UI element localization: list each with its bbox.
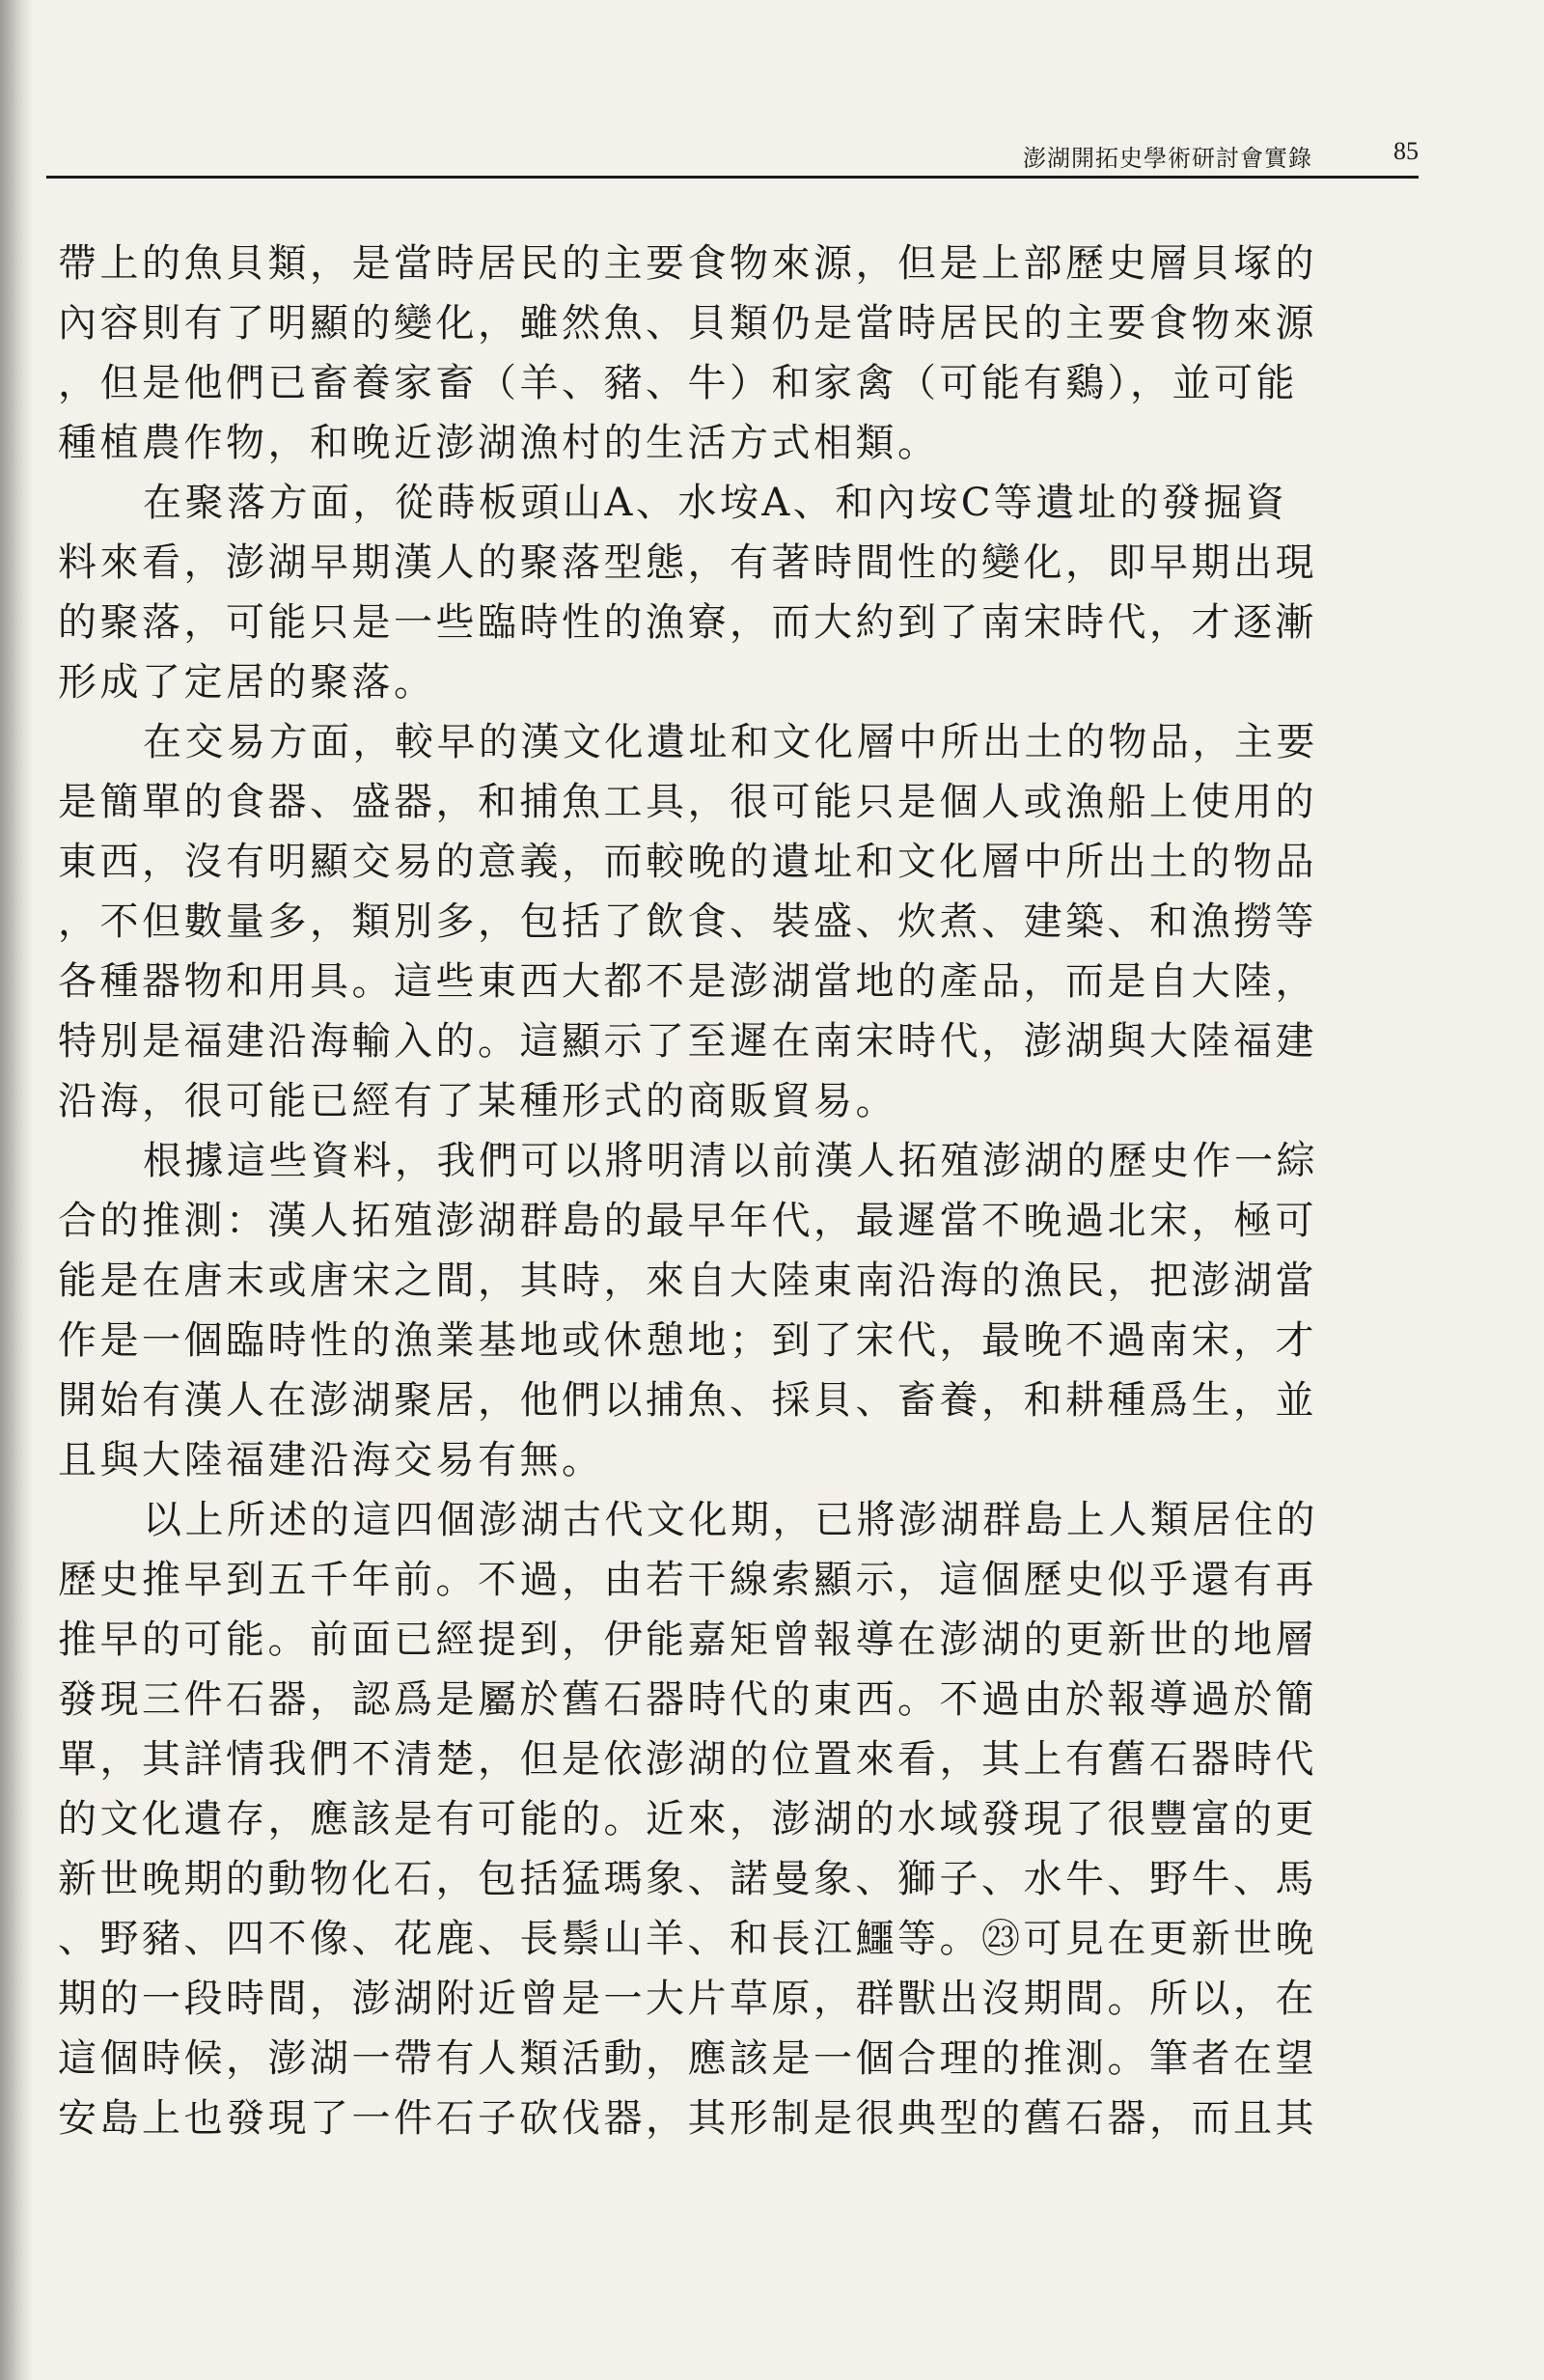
text-line: 的文化遺存，應該是有可能的。近來，澎湖的水域發現了很豐富的更 bbox=[58, 1797, 1317, 1841]
text-line: 各種器物和用具。這些東西大都不是澎湖當地的產品，而是自大陸， bbox=[58, 959, 1317, 1004]
text-line: 種植農作物，和晚近澎湖漁村的生活方式相類。 bbox=[58, 421, 940, 465]
text-line: 的聚落，可能只是一些臨時性的漁寮，而大約到了南宋時代，才逐漸 bbox=[58, 600, 1317, 645]
text-line: 單，其詳情我們不清楚，但是依澎湖的位置來看，其上有舊石器時代 bbox=[58, 1737, 1317, 1782]
text-line: ，但是他們已畜養家畜（羊、豬、牛）和家禽（可能有鷄），並可能 bbox=[58, 361, 1298, 405]
paragraph-first-line: 在交易方面，較早的漢文化遺址和文化層中所出土的物品，主要 bbox=[143, 720, 1318, 764]
body-text bbox=[58, 234, 1399, 2148]
running-header bbox=[46, 133, 1419, 176]
text-line: ，不但數量多，類別多，包括了飲食、裝盛、炊煮、建築、和漁撈等 bbox=[58, 899, 1317, 944]
text-line: 作是一個臨時性的漁業基地或休憩地；到了宋代，最晚不過南宋，才 bbox=[58, 1318, 1317, 1363]
text-line: 且與大陸福建沿海交易有無。 bbox=[58, 1438, 604, 1482]
text-line: 這個時候，澎湖一帶有人類活動，應該是一個合理的推測。筆者在望 bbox=[58, 2036, 1317, 2081]
text-line: 新世晚期的動物化石，包括猛瑪象、諾曼象、獅子、水牛、野牛、馬 bbox=[58, 1857, 1317, 1901]
paragraph-first-line: 在聚落方面，從蒔板頭山A、水垵A、和內垵C等遺址的發掘資 bbox=[143, 481, 1288, 525]
text-line: 開始有漢人在澎湖聚居，他們以捕魚、採貝、畜養，和耕種爲生，並 bbox=[58, 1378, 1317, 1423]
text-line: 期的一段時間，澎湖附近曾是一大片草原，群獸出沒期間。所以，在 bbox=[58, 1977, 1317, 2021]
text-line: 形成了定居的聚落。 bbox=[58, 660, 436, 705]
page-number: 85 bbox=[1393, 137, 1419, 165]
header-rule bbox=[46, 176, 1419, 179]
text-line: 帶上的魚貝類，是當時居民的主要食物來源，但是上部歷史層貝塚的 bbox=[58, 241, 1317, 286]
text-line: 是簡單的食器、盛器，和捕魚工具，很可能只是個人或漁船上使用的 bbox=[58, 780, 1317, 824]
text-line: 東西，沒有明顯交易的意義，而較晚的遺址和文化層中所出土的物品 bbox=[58, 840, 1317, 884]
text-line: 安島上也發現了一件石子砍伐器，其形制是很典型的舊石器，而且其 bbox=[58, 2096, 1317, 2141]
text-line: 內容則有了明顯的變化，雖然魚、貝類仍是當時居民的主要食物來源 bbox=[58, 301, 1317, 346]
text-line: 特別是福建沿海輸入的。這顯示了至遲在南宋時代，澎湖與大陸福建 bbox=[58, 1019, 1317, 1064]
text-line: 合的推測：漢人拓殖澎湖群島的最早年代，最遲當不晚過北宋，極可 bbox=[58, 1199, 1317, 1243]
text-line: 料來看，澎湖早期漢人的聚落型態，有著時間性的變化，即早期出現 bbox=[58, 540, 1317, 585]
text-line: 歷史推早到五千年前。不過，由若干線索顯示，這個歷史似乎還有再 bbox=[58, 1558, 1317, 1602]
text-line: 能是在唐末或唐宋之間，其時，來自大陸東南沿海的漁民，把澎湖當 bbox=[58, 1259, 1317, 1303]
text-line: 發現三件石器，認爲是屬於舊石器時代的東西。不過由於報導過於簡 bbox=[58, 1677, 1317, 1722]
running-header-title: 澎湖開拓史學術研討會實錄 bbox=[1023, 145, 1312, 172]
page-binding-shadow bbox=[0, 0, 33, 2380]
paragraph-first-line: 以上所述的這四個澎湖古代文化期，已將澎湖群島上人類居住的 bbox=[143, 1498, 1318, 1542]
text-line: 、野豬、四不像、花鹿、長鬃山羊、和長江鱷等。㉓可見在更新世晚 bbox=[58, 1917, 1317, 1961]
text-line: 沿海，很可能已經有了某種形式的商販貿易。 bbox=[58, 1079, 897, 1123]
text-line: 推早的可能。前面已經提到，伊能嘉矩曾報導在澎湖的更新世的地層 bbox=[58, 1618, 1317, 1662]
paragraph-first-line: 根據這些資料，我們可以將明清以前漢人拓殖澎湖的歷史作一綜 bbox=[143, 1139, 1318, 1183]
